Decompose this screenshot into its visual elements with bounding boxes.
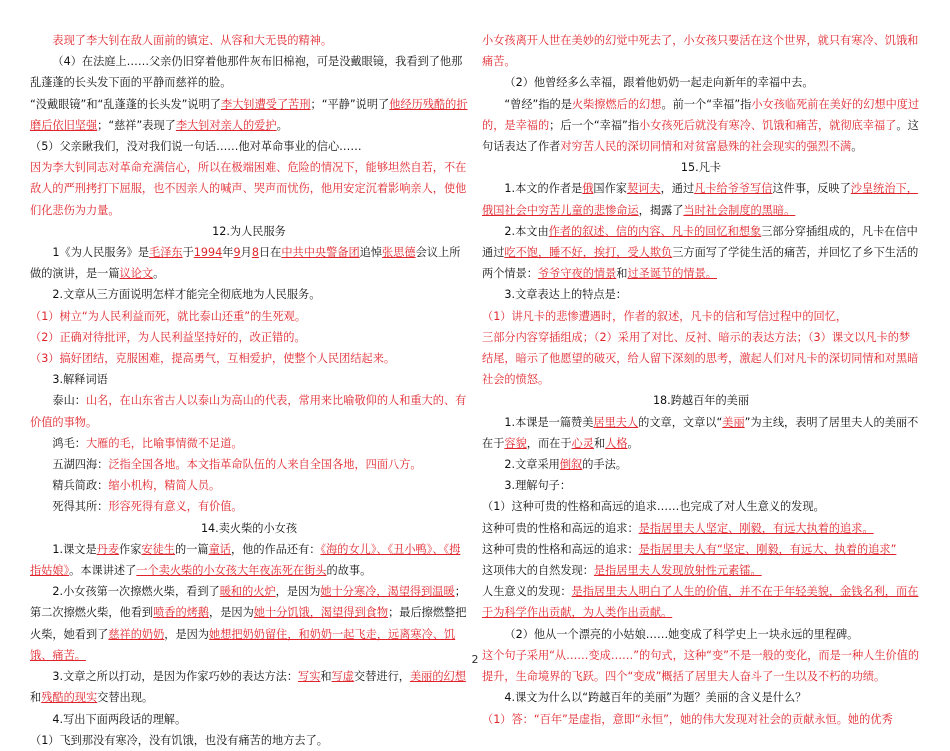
text-run: 15.凡卡 bbox=[680, 161, 722, 175]
answer-underlined: 喷香的烤鹅 bbox=[153, 606, 210, 620]
paragraph bbox=[30, 369, 468, 390]
answer-text: 表现了李大钊在敌人面前的镇定、从容和大无畏的精神。 bbox=[52, 34, 333, 47]
text-run: 4.写出下面两段话的理解。 bbox=[52, 712, 187, 726]
text-run: 这件事，反映了 bbox=[772, 182, 851, 196]
text-run: 和 bbox=[320, 670, 332, 684]
text-run: 于 bbox=[182, 246, 194, 260]
answer-underlined: 1994 bbox=[193, 246, 223, 260]
text-run: 国作家 bbox=[593, 182, 627, 196]
text-run: （2）他从一个漂亮的小姑娘……她变成了科学史上一块永远的里程碑。 bbox=[504, 627, 859, 641]
text-run: ；第二次擦燃火柴，他看到 bbox=[30, 585, 466, 620]
answer-underlined: 是指居里夫人发现放射性元素镭。 bbox=[593, 564, 762, 578]
text-run: 2.本文由 bbox=[504, 224, 549, 238]
text-run: 2.文章采用 bbox=[504, 458, 560, 472]
text-run: 这种可贵的性格和高远的追求： bbox=[482, 542, 639, 556]
paragraph bbox=[30, 454, 468, 475]
answer-underlined: 俄 bbox=[582, 182, 594, 196]
text-run: 会议上所做的演讲，是一篇 bbox=[30, 246, 461, 281]
paragraph bbox=[482, 178, 920, 220]
text-run: 五湖四海： bbox=[52, 458, 109, 472]
answer-underlined: 作者的叙述、信的内容、凡卡的回忆和想象 bbox=[548, 224, 762, 238]
text-run: 。前一个“幸福”指 bbox=[661, 97, 752, 111]
answer-text: 因为李大钊同志对革命充满信心，所以在极端困难、危险的情况下，能够坦然自若，不在敌人的严刑拷打下屈服，也不因亲人的喊声、哭声而忧伤，他用安定沉着影响亲人，使他们化悲伤为力量。 bbox=[30, 161, 467, 217]
paragraph bbox=[482, 709, 920, 730]
answer-text: 对穷苦人民的深切同情和对贫富悬殊的社会现实的强烈不满 bbox=[560, 140, 852, 154]
answer-underlined: 人格 bbox=[605, 436, 628, 450]
answer-text: 大雁的毛，比喻事情微不足道。 bbox=[85, 436, 243, 450]
right-column bbox=[482, 30, 920, 730]
answer-underlined: 李大钊遭受了苦刑 bbox=[221, 97, 311, 111]
paragraph bbox=[482, 687, 920, 708]
answer-underlined: 慈祥的奶奶 bbox=[108, 627, 165, 641]
answer-text: （1）树立“为人民利益而死，就比泰山还重”的生死观。 bbox=[30, 309, 307, 323]
answer-underlined: 她想把奶奶留住，和奶奶一起飞走，远离寒冷、饥饿、痛苦。 bbox=[30, 627, 456, 662]
text-run: ”为主线，表明了居里夫人的美丽不在于 bbox=[482, 415, 919, 450]
answer-underlined: 是指居里夫人坚定、刚毅，有远大执着的追求。 bbox=[638, 521, 874, 535]
answer-underlined: 童话 bbox=[208, 542, 231, 556]
paragraph bbox=[30, 327, 468, 348]
text-run: （2）他曾经多么幸福，跟着他奶奶一起走向新年的幸福中去。 bbox=[504, 76, 814, 90]
paragraph bbox=[30, 475, 468, 496]
answer-underlined: 居里夫人 bbox=[593, 415, 639, 429]
paragraph bbox=[30, 284, 468, 305]
answer-underlined: 9 bbox=[233, 246, 241, 260]
text-run: ；“慈祥”表现了 bbox=[97, 118, 176, 132]
answer-underlined: 一个卖火柴的小女孩大年夜冻死在街头 bbox=[136, 564, 327, 578]
paragraph bbox=[30, 666, 468, 708]
paragraph bbox=[482, 475, 920, 496]
paragraph bbox=[482, 94, 920, 158]
answer-underlined: 是指居里夫人有“坚定、刚毅，有远大、执着的追求” bbox=[638, 542, 897, 556]
paragraph bbox=[30, 496, 468, 517]
text-run: 2.小女孩第一次擦燃火柴，看到了 bbox=[52, 585, 220, 599]
paragraph bbox=[30, 136, 468, 157]
text-run: ；“平静”说明了 bbox=[310, 97, 390, 111]
text-run: 的故事。 bbox=[326, 564, 372, 578]
answer-text: （2）正确对待批评，为人民利益坚持好的，改正错的。 bbox=[30, 330, 306, 344]
text-run: 的一篇 bbox=[175, 542, 209, 556]
paragraph bbox=[30, 51, 468, 93]
text-run: 4.课文为什么以“跨越百年的美丽”为题？美丽的含义是什么？ bbox=[504, 691, 807, 705]
paragraph bbox=[482, 221, 920, 285]
text-run: 交替进行， bbox=[354, 670, 410, 684]
answer-underlined: 张思德 bbox=[382, 246, 416, 260]
paragraph bbox=[482, 645, 920, 687]
text-run: 的手法。 bbox=[582, 458, 627, 472]
text-run: 。 bbox=[276, 118, 288, 132]
answer-underlined: 议论文 bbox=[119, 267, 154, 281]
answer-underlined: 《海的女儿》、《丑小鸭》、《拇指姑娘》 bbox=[30, 542, 461, 578]
paragraph bbox=[30, 539, 468, 581]
paragraph bbox=[482, 496, 920, 517]
text-run: ，他的作品还有： bbox=[230, 542, 321, 556]
text-run: 追悼 bbox=[359, 246, 383, 260]
paragraph bbox=[482, 72, 920, 93]
text-run: 1.本文的作者是 bbox=[504, 182, 583, 196]
text-run: 1《为人民服务》是 bbox=[52, 246, 150, 260]
paragraph bbox=[30, 30, 468, 51]
text-run: 3.解释词语 bbox=[52, 373, 108, 387]
paragraph bbox=[482, 624, 920, 645]
text-run: ；后一个“幸福”指 bbox=[549, 118, 640, 132]
text-run: 和 bbox=[30, 691, 42, 705]
text-run: （1）飞到那没有寒冷，没有饥饿，也没有痛苦的地方去了。 bbox=[30, 733, 328, 747]
section-heading bbox=[482, 157, 920, 178]
section-heading bbox=[30, 221, 468, 242]
paragraph bbox=[482, 327, 920, 391]
answer-text: 这个句子采用“从……变成……”的句式，这种“变”不是一般的变化，而是一种人生价值的提升，生命境界的飞跃。四个“变成”概括了居里夫人奋斗了一生以及不朽的功绩。 bbox=[482, 648, 920, 684]
answer-text: 小女孩死后就没有寒冷、饥饿和痛苦，就彻底幸福了 bbox=[639, 118, 897, 132]
text-run: “没戴眼镜”和“乱蓬蓬的长头发”说明了 bbox=[30, 97, 221, 111]
answer-underlined: 吃不饱，睡不好，挨打，受人欺负 bbox=[504, 246, 673, 260]
answer-underlined: 残酷的现实 bbox=[41, 691, 98, 705]
text-run: 作家 bbox=[119, 542, 142, 556]
text-run: 2.文章从三方面说明怎样才能完全彻底地为人民服务。 bbox=[52, 288, 321, 302]
text-run: （5）父亲瞅我们，没对我们说一句话……他对革命事业的信心…… bbox=[30, 140, 362, 154]
answer-underlined: 中共中央警备团 bbox=[281, 246, 360, 260]
answer-underlined: 容貌 bbox=[504, 436, 527, 450]
text-run: 。本课讲述了 bbox=[69, 564, 137, 578]
text-run: 交替出现。 bbox=[97, 691, 154, 705]
answer-text: 形容死得有意义，有价值。 bbox=[108, 500, 243, 514]
text-run: （4）在法庭上……父亲仍旧穿着他那件灰布旧棉袍，可是没戴眼镜，我看到了他那乱蓬蓬的长头发下面的平静而慈祥的脸。 bbox=[30, 55, 463, 90]
paragraph bbox=[30, 709, 468, 730]
answer-text: 火柴擦燃后的幻想 bbox=[571, 97, 662, 111]
answer-underlined: 沙皇统治下，俄国社会中穷苦儿童的悲惨命运 bbox=[482, 182, 918, 217]
answer-text: 小女孩临死前在美好的幻想中度过的，是幸福的 bbox=[482, 97, 920, 132]
answer-underlined: 写虚 bbox=[331, 670, 354, 684]
answer-text: （3）搞好团结，克服困难，提高勇气，互相爱护，使整个人民团结起来。 bbox=[30, 352, 396, 366]
answer-underlined: 李大钊对亲人的爱护 bbox=[175, 118, 277, 132]
paragraph bbox=[482, 454, 920, 475]
paragraph bbox=[482, 539, 920, 560]
answer-underlined: 8 bbox=[251, 246, 259, 260]
answer-text: 山名，在山东省古人以泰山为高山的代表，常用来比喻敬仰的人和重大的、有价值的事物。 bbox=[30, 394, 467, 429]
answer-underlined: 毛泽东 bbox=[149, 246, 183, 260]
text-run: 鸿毛： bbox=[52, 436, 86, 450]
answer-underlined: 倒叙 bbox=[559, 458, 583, 472]
answer-text: （1）答：“百年”是虚指，意即“永恒”，她的伟大发现对社会的贡献永恒。她的优秀 bbox=[482, 712, 893, 726]
text-run: 精兵简政： bbox=[52, 479, 109, 493]
answer-underlined: 美丽 bbox=[722, 415, 745, 429]
text-run: ，是因为 bbox=[209, 606, 254, 620]
answer-underlined: 过圣诞节的情景。 bbox=[627, 267, 717, 281]
text-run: “曾经”指的是 bbox=[504, 97, 572, 111]
paragraph bbox=[482, 306, 920, 327]
text-run: 1.课文是 bbox=[52, 542, 97, 556]
text-run: 死得其所： bbox=[52, 500, 109, 514]
text-run: （1）这种可贵的性格和高远的追求……也完成了对人生意义的发现。 bbox=[482, 500, 825, 514]
paragraph bbox=[482, 412, 920, 454]
text-run: 18.跨越百年的美丽 bbox=[652, 394, 750, 408]
text-run: 三方面写了学徒生活的痛苦，并回忆了乡下生活的两个情景： bbox=[482, 246, 919, 281]
answer-underlined: 是指居里夫人明白了人生的价值，并不在于年轻美貌，金钱名利，而在于为科学作出贡献，为人类作出贡献。 bbox=[482, 585, 919, 620]
section-heading bbox=[482, 390, 920, 411]
answer-underlined: 写实 bbox=[298, 670, 321, 684]
paragraph bbox=[482, 560, 920, 581]
text-run: ，是因为 bbox=[275, 585, 321, 599]
paragraph bbox=[30, 730, 468, 751]
page-number: 2 bbox=[471, 653, 479, 666]
answer-underlined: 契诃夫 bbox=[626, 182, 661, 196]
answer-text: 泛指全国各地。本文指革命队伍的人来自全国各地，四面八方。 bbox=[108, 458, 422, 472]
text-run: 12.为人民服务 bbox=[212, 224, 286, 238]
answer-underlined: 当时社会制度的黑暗。 bbox=[683, 203, 796, 217]
answer-underlined: 她十分寒冷，渴望得到温暖 bbox=[320, 585, 455, 599]
answer-underlined: 美丽的幻想 bbox=[409, 670, 466, 684]
answer-text: 缩小机构，精简人员。 bbox=[108, 479, 221, 493]
section-heading bbox=[30, 518, 468, 539]
paragraph bbox=[30, 306, 468, 327]
text-run: 。 bbox=[851, 140, 863, 154]
answer-underlined: 凡卡给爷爷写信 bbox=[694, 182, 773, 196]
answer-underlined: 她十分饥饿，渴望得到食物 bbox=[253, 606, 389, 620]
paragraph bbox=[482, 518, 920, 539]
paragraph bbox=[482, 30, 920, 72]
text-run: ，通过 bbox=[660, 182, 695, 196]
answer-underlined: 暖和的火炉 bbox=[219, 585, 276, 599]
text-run: 3.文章之所以打动，是因为作家巧妙的表达方法： bbox=[52, 670, 299, 684]
answer-underlined: 丹麦 bbox=[96, 542, 120, 556]
text-run: 日在 bbox=[258, 246, 282, 260]
paragraph bbox=[30, 242, 468, 284]
answer-text: 三部分内容穿插组成；（2）采用了对比、反衬、暗示的表达方法；（3）课文以凡卡的梦结尾，暗示了他愿望的破灭，给人留下深刻的思考，激起人们对凡卡的深切同情和对黑暗社会的愤怒。 bbox=[482, 330, 919, 387]
text-run: 这种可贵的性格和高远的追求： bbox=[482, 521, 639, 535]
text-run: 年 bbox=[222, 246, 234, 260]
text-run: 14.卖火柴的小女孩 bbox=[200, 521, 298, 535]
text-run: 和 bbox=[593, 436, 606, 450]
text-run: ，而在于 bbox=[526, 436, 572, 450]
text-run: 的文章，文章以“ bbox=[638, 415, 723, 429]
paragraph bbox=[482, 581, 920, 623]
answer-underlined: 他经历残酷的折磨后依旧坚强 bbox=[30, 97, 468, 132]
paragraph bbox=[30, 157, 468, 221]
text-run: 。这句话表达了作者 bbox=[482, 118, 919, 154]
answer-text: （1）讲凡卡的悲惨遭遇时，作者的叙述，凡卡的信和写信过程中的回忆， bbox=[482, 309, 848, 323]
text-run: ，揭露了 bbox=[638, 203, 684, 217]
paragraph bbox=[30, 433, 468, 454]
answer-underlined: 心灵 bbox=[571, 436, 594, 450]
text-run: 泰山： bbox=[52, 394, 86, 408]
paragraph bbox=[30, 348, 468, 369]
paragraph bbox=[30, 390, 468, 432]
text-run: 月 bbox=[240, 246, 252, 260]
text-run: 人生意义的发现： bbox=[482, 585, 572, 599]
text-run: 3.文章表达上的特点是： bbox=[504, 288, 627, 302]
text-run: 。 bbox=[153, 267, 165, 281]
text-run: 3.理解句子： bbox=[504, 479, 572, 493]
text-run: 这项伟大的自然发现： bbox=[482, 564, 594, 578]
text-run: ，是因为 bbox=[164, 627, 210, 641]
answer-underlined: 爷爷守夜的情景 bbox=[537, 267, 617, 281]
paragraph bbox=[30, 94, 468, 136]
left-column bbox=[30, 30, 468, 751]
text-run: 1.本课是一篇赞美 bbox=[504, 415, 594, 429]
text-run: 和 bbox=[616, 267, 628, 281]
text-run: 。 bbox=[627, 436, 639, 450]
answer-underlined: 安徒生 bbox=[141, 542, 175, 556]
answer-text: 小女孩离开人世在美妙的幻觉中死去了，小女孩只要活在这个世界，就只有寒冷、饥饿和痛苦。 bbox=[482, 34, 919, 69]
paragraph bbox=[482, 284, 920, 305]
text-run: 三部分穿插组成的，凡卡在信中通过 bbox=[482, 224, 918, 260]
text-run: ；最后擦燃整把火柴，她看到了 bbox=[30, 606, 467, 641]
